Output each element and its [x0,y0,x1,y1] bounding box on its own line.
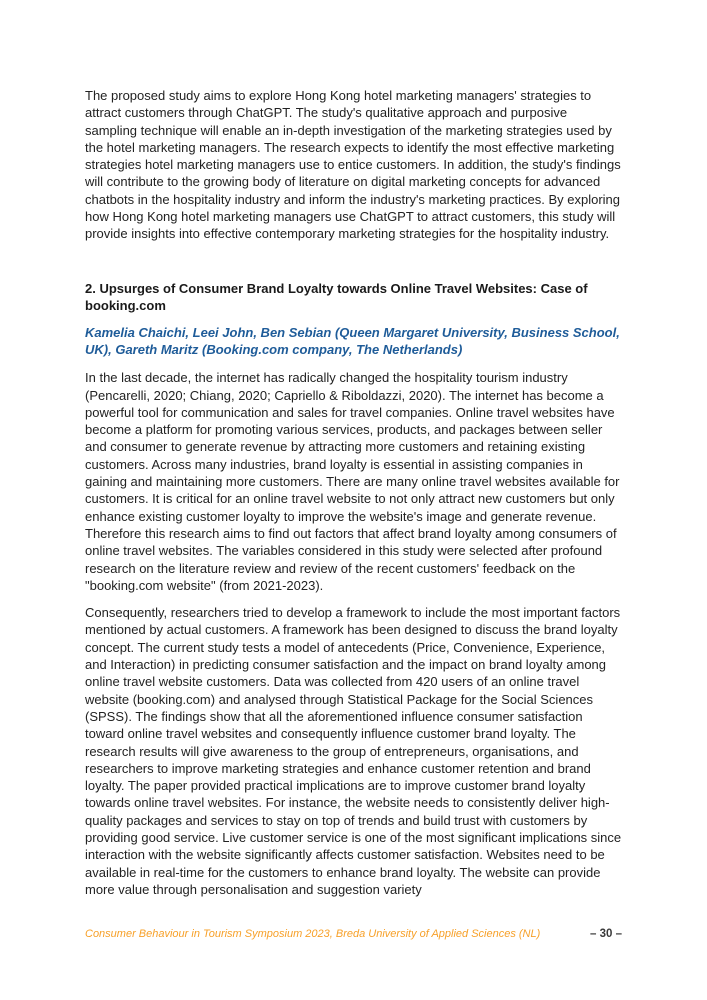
footer-page-number: – 30 – [590,928,622,940]
abstract-authors: Kamelia Chaichi, Leei John, Ben Sebian (Queen Margaret University, Business School, UK), Gareth Maritz (Booking.com company, The Netherlands) [85,324,620,357]
intro-paragraph: The proposed study aims to explore Hong Kong hotel marketing managers' strategies to attract customers through ChatGPT. The study's qualitative approach and purposive sampling technique will enable an in-depth investigation of the marketing strategies used by the hotel marketing managers. The research expects to identify the most effective marketing strategies hotel marketing managers use to entice customers. In addition, the study's findings will contribute to the growing body of literature on digital marketing concepts for advanced chatbots in the hospitality industry and inform the industry's marketing practices. By exploring how Hong Kong hotel marketing managers use ChatGPT to attract customers, this study will provide insights into effective contemporary marketing strategies for the hospitality industry. [85,88,621,242]
abstract-heading: 2. Upsurges of Consumer Brand Loyalty towards Online Travel Websites: Case of booking.com [85,280,588,314]
page-footer [85,928,622,940]
abstract-paragraph-2: Consequently, researchers tried to develop a framework to include the most important factors mentioned by actual customers. A framework has been designed to discuss the brand loyalty concept. The current study tests a model of antecedents (Price, Convenience, Experience, and Interaction) in predicting consumer satisfaction and the impact on brand loyalty among online travel website customers. Data was collected from 420 users of an online travel website (booking.com) and analysed through Statistical Package for the Social Sciences (SPSS). The findings show that all the aforementioned influence consumer satisfaction toward online travel websites and consequently influence customer brand loyalty. The research results will give awareness to the group of entrepreneurs, organisations, and researchers to improve marketing strategies and enhance customer retention and brand loyalty. The paper provided practical implications are to improve customer brand loyalty towards online travel websites. For instance, the website needs to consistently deliver high-quality packages and services to stay on top of trends and build trust with customers by providing good service. Live customer service is one of the most significant implications since interaction with the website significantly affects customer satisfaction. Websites need to be available in real-time for the customers to enhance brand loyalty. The website can provide more value through personalisation and suggestion variety [85,605,622,897]
abstract-paragraph-1: In the last decade, the internet has radically changed the hospitality tourism industry (Pencarelli, 2020; Chiang, 2020; Capriello & Riboldazzi, 2020). The internet has become a powerful tool for communication and sales for travel companies. Online travel websites have become a platform for promoting various services, products, and packages between seller and consumer to generate revenue by attracting more customers and retaining existing customers. Across many industries, brand loyalty is essential in assisting companies in gaining and maintaining more customers. There are many online travel websites available for customers. It is critical for an online travel website to not only attract new customers but only enhance existing customer loyalty to improve the website's image and generate revenue. Therefore this research aims to find out factors that affect brand loyalty among consumers of online travel websites. The variables considered in this study were selected after profound research on the literature review and review of the recent customers' feedback on the "booking.com website" (from 2021-2023). [85,370,620,593]
footer-symposium-title: Consumer Behaviour in Tourism Symposium 2023, Breda University of Applied Sciences (NL) [85,928,541,940]
page-content [85,87,622,908]
